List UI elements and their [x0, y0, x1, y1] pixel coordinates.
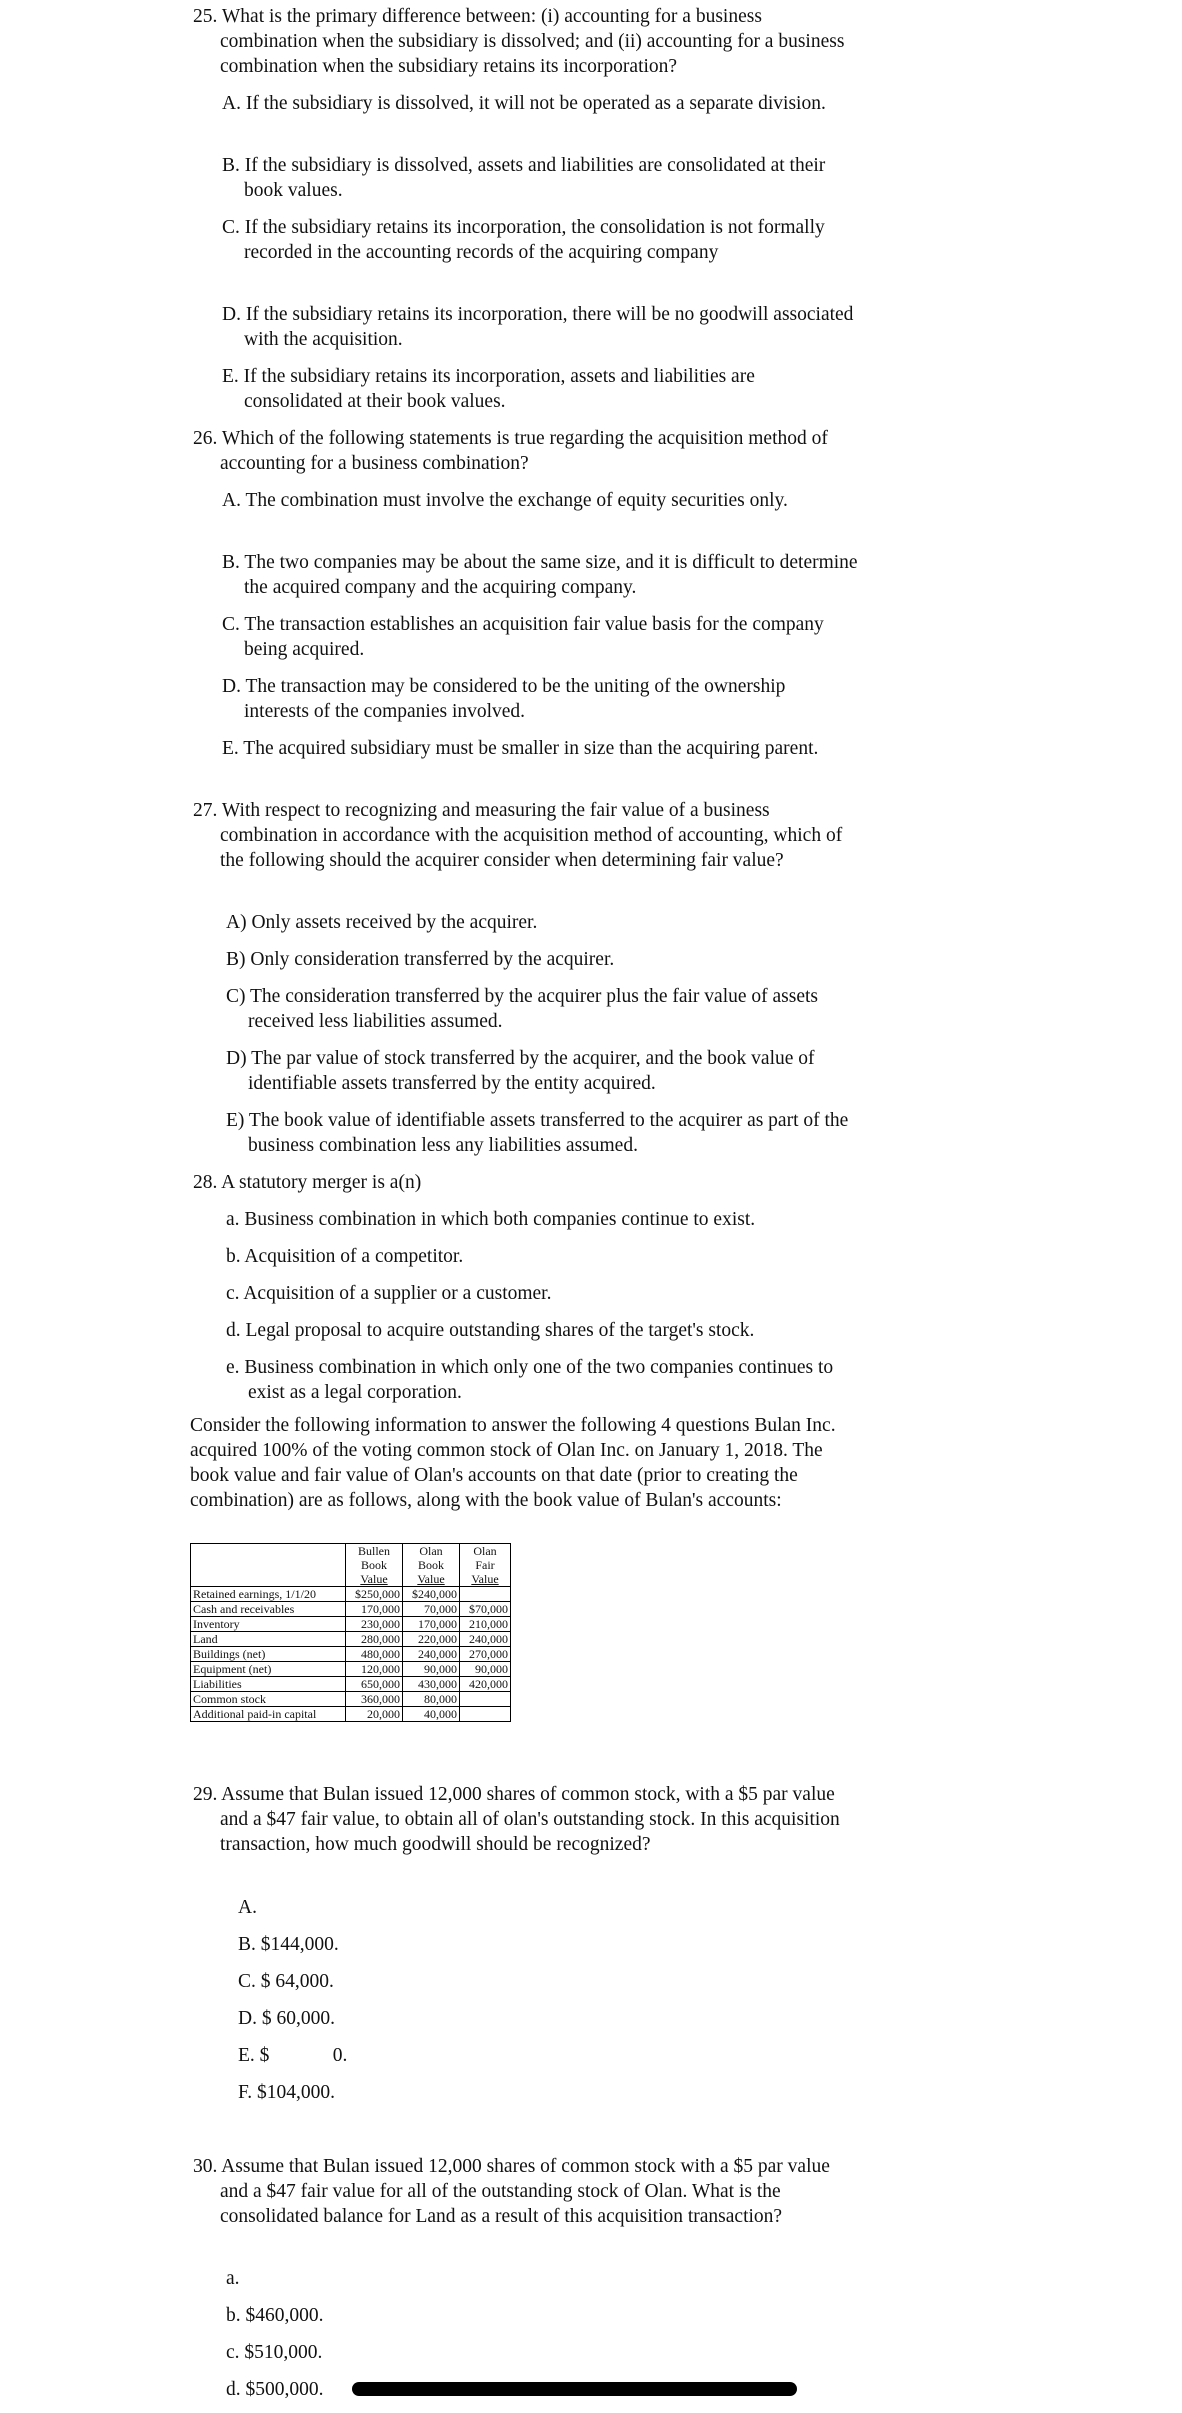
row-label: Inventory [191, 1617, 346, 1632]
question-25-stem: 25. What is the primary difference between: (i) accounting for a business combination when the subsidiary is dissolved; and (ii) accounting for a business combination when the subsidiary retains its incorporation? [193, 6, 845, 77]
q26-option-e: E. The acquired subsidiary must be smaller in size than the acquiring parent. [222, 738, 819, 759]
cell [460, 1707, 511, 1722]
question-26-stem: 26. Which of the following statements is true regarding the acquisition method of accounting for a business combination? [193, 428, 828, 474]
q26-option-c: C. The transaction establishes an acquisition fair value basis for the company being acquired. [222, 614, 824, 660]
cell: $70,000 [460, 1602, 511, 1617]
cell: 650,000 [346, 1677, 403, 1692]
cell: 90,000 [460, 1662, 511, 1677]
header-cell: Bullen [346, 1544, 403, 1559]
cell: 170,000 [403, 1617, 460, 1632]
cell: 20,000 [346, 1707, 403, 1722]
cell: 240,000 [403, 1647, 460, 1662]
question-27 [193, 798, 845, 873]
table-row [191, 1587, 511, 1602]
q25-option-c: C. If the subsidiary retains its incorporation, the consolidation is not formally recorded in the accounting records of the acquiring company [222, 217, 825, 263]
table-row [191, 1647, 511, 1662]
cell: 70,000 [403, 1602, 460, 1617]
question-30-stem: 30. Assume that Bulan issued 12,000 shares of common stock with a $5 par value and a $47 fair value for all of the outstanding stock of Olan. What is the consolidated balance for Land as a result of this acquisition transaction? [193, 2156, 830, 2227]
q27-option-e: E) The book value of identifiable assets transferred to the acquirer as part of the business combination less any liabilities assumed. [226, 1110, 849, 1156]
cell: 230,000 [346, 1617, 403, 1632]
q29-option-a: A. [238, 1897, 257, 1918]
q29-option-b: B. $144,000. [238, 1934, 339, 1955]
table-row [191, 1617, 511, 1632]
cell: 210,000 [460, 1617, 511, 1632]
table-row [191, 1662, 511, 1677]
question-27-stem: 27. With respect to recognizing and measuring the fair value of a business combination in accordance with the acquisition method of accounting, which of the following should the acquirer consider when determining fair value? [193, 800, 843, 871]
row-label: Additional paid-in capital [191, 1707, 346, 1722]
q28-option-a: a. Business combination in which both companies continue to exist. [226, 1209, 756, 1230]
cell: 240,000 [460, 1632, 511, 1647]
q29-option-f: F. $104,000. [238, 2082, 336, 2103]
cell: 90,000 [403, 1662, 460, 1677]
cell: $240,000 [403, 1587, 460, 1602]
table-row [191, 1677, 511, 1692]
question-28-stem: 28. A statutory merger is a(n) [193, 1172, 422, 1193]
cell: 480,000 [346, 1647, 403, 1662]
question-26 [193, 426, 830, 476]
q27-option-d: D) The par value of stock transferred by the acquirer, and the book value of identifiable assets transferred by the entity acquired. [226, 1048, 815, 1094]
row-label: Liabilities [191, 1677, 346, 1692]
question-30 [193, 2154, 850, 2229]
table-row [191, 1602, 511, 1617]
question-25 [193, 4, 845, 79]
question-29-stem: 29. Assume that Bulan issued 12,000 shares of common stock, with a $5 par value and a $47 fair value, to obtain all of olan's outstanding stock. In this acquisition transaction, how much goodwill should be recognized? [193, 1784, 840, 1855]
q30-option-d: d. $500,000. [226, 2379, 324, 2400]
q26-option-d: D. The transaction may be considered to be the uniting of the ownership interests of the companies involved. [222, 676, 786, 722]
q25-option-a: A. If the subsidiary is dissolved, it will not be operated as a separate division. [222, 93, 826, 114]
table-row [191, 1692, 511, 1707]
table-header-row [191, 1558, 511, 1572]
question-28 [193, 1170, 820, 1195]
q29-option-d: D. $ 60,000. [238, 2008, 335, 2029]
q29-option-c: C. $ 64,000. [238, 1971, 334, 1992]
q28-option-b: b. Acquisition of a competitor. [226, 1246, 464, 1267]
q28-option-d: d. Legal proposal to acquire outstanding shares of the target's stock. [226, 1320, 755, 1341]
cell: 270,000 [460, 1647, 511, 1662]
q30-option-c: c. $510,000. [226, 2342, 323, 2363]
q25-option-d: D. If the subsidiary retains its incorporation, there will be no goodwill associated with the acquisition. [222, 304, 854, 350]
q27-option-c: C) The consideration transferred by the acquirer plus the fair value of assets received less liabilities assumed. [226, 986, 819, 1032]
cell: 430,000 [403, 1677, 460, 1692]
header-cell: Fair [460, 1558, 511, 1572]
cell: 170,000 [346, 1602, 403, 1617]
table-header-row [191, 1572, 511, 1587]
q27-option-b: B) Only consideration transferred by the acquirer. [226, 949, 615, 970]
cell: 80,000 [403, 1692, 460, 1707]
table-header-row [191, 1544, 511, 1559]
row-label: Land [191, 1632, 346, 1647]
header-cell: Olan [460, 1544, 511, 1559]
header-cell: Value [403, 1572, 460, 1587]
header-cell: Book [403, 1558, 460, 1572]
cell: 220,000 [403, 1632, 460, 1647]
cell [460, 1692, 511, 1707]
row-label: Retained earnings, 1/1/20 [191, 1587, 346, 1602]
q26-option-b: B. The two companies may be about the same size, and it is difficult to determine the acquired company and the acquiring company. [222, 552, 858, 598]
cell: 420,000 [460, 1677, 511, 1692]
cell [460, 1587, 511, 1602]
financial-data-table [190, 1543, 511, 1722]
redaction-bar [352, 2382, 797, 2396]
q26-option-a: A. The combination must involve the exchange of equity securities only. [222, 490, 788, 511]
table-row [191, 1707, 511, 1722]
cell: 360,000 [346, 1692, 403, 1707]
header-cell: Value [346, 1572, 403, 1587]
table-row [191, 1632, 511, 1647]
row-label: Equipment (net) [191, 1662, 346, 1677]
q25-option-b: B. If the subsidiary is dissolved, assets and liabilities are consolidated at their book values. [222, 155, 826, 201]
row-label: Common stock [191, 1692, 346, 1707]
q25-option-e: E. If the subsidiary retains its incorporation, assets and liabilities are consolidated at their book values. [222, 366, 755, 412]
header-cell: Book [346, 1558, 403, 1572]
cell: $250,000 [346, 1587, 403, 1602]
header-cell: Olan [403, 1544, 460, 1559]
q28-option-c: c. Acquisition of a supplier or a customer. [226, 1283, 552, 1304]
case-introduction: Consider the following information to answer the following 4 questions Bulan Inc. acquired 100% of the voting common stock of Olan Inc. on January 1, 2018. The book value and fair value of Olan's accounts on that date (prior to creating the combination) are as follows, along with the book value of Bulan's accounts: [190, 1415, 836, 1511]
q30-option-a: a. [226, 2268, 240, 2289]
q29-option-e: E. $ 0. [238, 2045, 348, 2066]
q30-option-b: b. $460,000. [226, 2305, 324, 2326]
row-label: Cash and receivables [191, 1602, 346, 1617]
header-cell: Value [460, 1572, 511, 1587]
q28-option-e: e. Business combination in which only one of the two companies continues to exist as a legal corporation. [226, 1357, 834, 1403]
q27-option-a: A) Only assets received by the acquirer. [226, 912, 538, 933]
cell: 280,000 [346, 1632, 403, 1647]
cell: 40,000 [403, 1707, 460, 1722]
question-29 [193, 1782, 855, 1857]
row-label: Buildings (net) [191, 1647, 346, 1662]
cell: 120,000 [346, 1662, 403, 1677]
